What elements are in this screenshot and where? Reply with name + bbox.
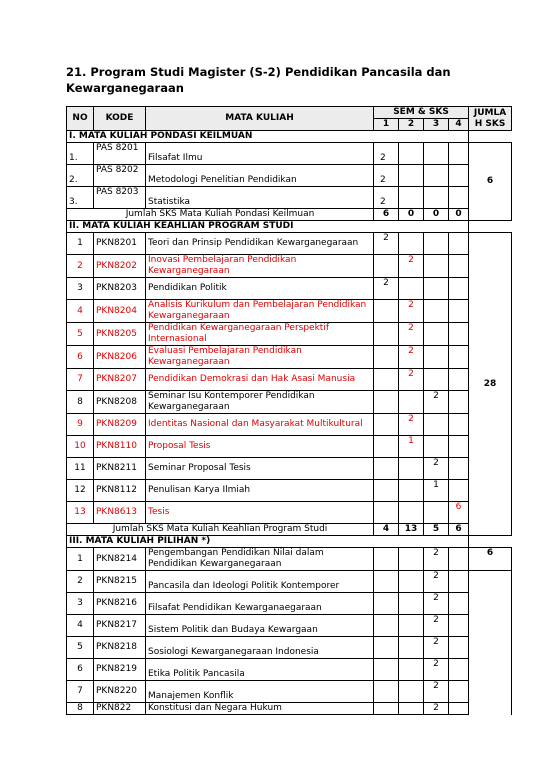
row-number: 3 xyxy=(67,593,94,615)
row-number: 2 xyxy=(67,571,94,593)
sks-s4 xyxy=(449,615,469,637)
row-number: 10 xyxy=(67,436,94,458)
sks-s4 xyxy=(449,255,469,278)
sks-s1: 2 xyxy=(374,278,399,300)
sks-s4 xyxy=(449,369,469,391)
section-heading-row xyxy=(67,536,512,548)
table-row xyxy=(67,703,512,715)
row-number: 1. xyxy=(67,143,94,165)
course-code: PAS 8201 xyxy=(94,143,146,165)
sks-s2: 2 xyxy=(399,323,424,346)
course-code: PKN8209 xyxy=(94,414,146,436)
sum-label: Jumlah SKS Mata Kuliah Keahlian Program Studi xyxy=(67,524,374,536)
sks-s3: 2 xyxy=(424,593,449,615)
sks-s1: 2 xyxy=(374,165,399,187)
sks-s4 xyxy=(449,323,469,346)
sks-s2: 2 xyxy=(399,414,424,436)
table-row xyxy=(67,414,512,436)
sks-s3: 2 xyxy=(424,615,449,637)
course-name: Sistem Politik dan Budaya Kewargaan xyxy=(146,615,374,637)
sks-s3: 2 xyxy=(424,637,449,659)
course-code: PAS 8203 xyxy=(94,187,146,209)
header-no: NO xyxy=(67,107,94,131)
sum-label: Jumlah SKS Mata Kuliah Pondasi Keilmuan xyxy=(67,209,374,221)
header-kode: KODE xyxy=(94,107,146,131)
sks-s1: 2 xyxy=(374,143,399,165)
table-row xyxy=(67,502,512,524)
row-number: 7 xyxy=(67,681,94,703)
course-name: Inovasi Pembelajaran Pendidikan Kewarganegaraan xyxy=(146,255,374,278)
course-code: PKN8205 xyxy=(94,323,146,346)
table-row xyxy=(67,143,512,165)
sum-value-s4: 0 xyxy=(449,209,469,221)
sks-s2 xyxy=(399,391,424,414)
sum-value-s1: 6 xyxy=(374,209,399,221)
sks-s3 xyxy=(424,300,449,323)
sks-s2: 2 xyxy=(399,369,424,391)
course-code: PKN8112 xyxy=(94,480,146,502)
sks-s4 xyxy=(449,346,469,369)
jumlah-sks-empty xyxy=(469,593,512,615)
table-row xyxy=(67,480,512,502)
jumlah-sks-empty xyxy=(469,681,512,703)
table-row xyxy=(67,369,512,391)
course-code: PKN8220 xyxy=(94,681,146,703)
sks-s4 xyxy=(449,659,469,681)
course-code: PKN8219 xyxy=(94,659,146,681)
row-number: 1 xyxy=(67,233,94,255)
course-code: PKN8204 xyxy=(94,300,146,323)
sks-s4 xyxy=(449,391,469,414)
sks-s3: 2 xyxy=(424,681,449,703)
sks-s2 xyxy=(399,502,424,524)
sks-s2: 2 xyxy=(399,300,424,323)
sks-s2: 2 xyxy=(399,346,424,369)
sks-s1 xyxy=(374,414,399,436)
sks-s1 xyxy=(374,681,399,703)
sks-s3 xyxy=(424,143,449,165)
row-number: 8 xyxy=(67,391,94,414)
row-number: 3 xyxy=(67,278,94,300)
table-row xyxy=(67,593,512,615)
course-name: Penulisan Karya Ilmiah xyxy=(146,480,374,502)
jumlah-sks-empty xyxy=(469,659,512,681)
jumlah-sks-total: 6 xyxy=(469,143,512,221)
header-mata-kuliah: MATA KULIAH xyxy=(146,107,374,131)
sks-s2 xyxy=(399,278,424,300)
course-code: PKN8217 xyxy=(94,615,146,637)
sks-s2 xyxy=(399,703,424,715)
sks-s2 xyxy=(399,637,424,659)
sks-s3 xyxy=(424,278,449,300)
sks-s4 xyxy=(449,300,469,323)
sks-s3 xyxy=(424,233,449,255)
table-row xyxy=(67,323,512,346)
table-row xyxy=(67,436,512,458)
sum-value-s3: 5 xyxy=(424,524,449,536)
sks-s1 xyxy=(374,615,399,637)
course-code: PKN8202 xyxy=(94,255,146,278)
sks-s4 xyxy=(449,637,469,659)
course-code: PAS 8202 xyxy=(94,165,146,187)
course-code: PKN8215 xyxy=(94,571,146,593)
sks-s3 xyxy=(424,165,449,187)
table-row xyxy=(67,187,512,209)
sks-s4 xyxy=(449,480,469,502)
sks-s4 xyxy=(449,593,469,615)
sks-s4 xyxy=(449,233,469,255)
course-name: Pengembangan Pendidikan Nilai dalam Pendidikan Kewarganegaraan xyxy=(146,548,374,571)
table-row xyxy=(67,571,512,593)
sks-s1 xyxy=(374,593,399,615)
row-number: 9 xyxy=(67,414,94,436)
course-name: Pendidikan Politik xyxy=(146,278,374,300)
row-number: 6 xyxy=(67,346,94,369)
sks-s3: 2 xyxy=(424,659,449,681)
sks-s1 xyxy=(374,300,399,323)
sks-s1 xyxy=(374,480,399,502)
course-name: Identitas Nasional dan Masyarakat Multikultural xyxy=(146,414,374,436)
sks-s4 xyxy=(449,681,469,703)
sks-s2 xyxy=(399,458,424,480)
table-row xyxy=(67,346,512,369)
section-heading-row xyxy=(67,221,512,233)
course-name: Evaluasi Pembelajaran Pendidikan Kewarganegaraan xyxy=(146,346,374,369)
row-number: 4 xyxy=(67,300,94,323)
header-sem-1: 1 xyxy=(374,119,399,131)
course-name: Proposal Tesis xyxy=(146,436,374,458)
row-number: 11 xyxy=(67,458,94,480)
sum-value-s2: 0 xyxy=(399,209,424,221)
sks-s1 xyxy=(374,703,399,715)
jumlah-sks-empty xyxy=(469,615,512,637)
course-name: Sosiologi Kewarganegaraan Indonesia xyxy=(146,637,374,659)
sks-s4 xyxy=(449,278,469,300)
sks-s2 xyxy=(399,615,424,637)
table-row xyxy=(67,300,512,323)
sks-s3: 2 xyxy=(424,571,449,593)
sks-s1 xyxy=(374,571,399,593)
jumlah-sks-empty xyxy=(469,703,512,715)
row-number: 1 xyxy=(67,548,94,571)
jumlah-sks-total: 6 xyxy=(469,548,512,571)
sks-s3: 2 xyxy=(424,703,449,715)
course-code: PKN8201 xyxy=(94,233,146,255)
course-name: Pancasila dan Ideologi Politik Kontemporer xyxy=(146,571,374,593)
sum-row xyxy=(67,209,512,221)
course-name: Filsafat Pendidikan Kewarganaegaraan xyxy=(146,593,374,615)
row-number: 12 xyxy=(67,480,94,502)
sks-s4: 6 xyxy=(449,502,469,524)
sks-s4 xyxy=(449,571,469,593)
sum-row xyxy=(67,524,512,536)
course-name: Filsafat Ilmu xyxy=(146,143,374,165)
section-heading-row xyxy=(67,131,512,143)
sks-s2 xyxy=(399,233,424,255)
sum-value-s1: 4 xyxy=(374,524,399,536)
row-number: 7 xyxy=(67,369,94,391)
sks-s3 xyxy=(424,369,449,391)
course-code: PKN8208 xyxy=(94,391,146,414)
sks-s2 xyxy=(399,480,424,502)
sks-s3 xyxy=(424,502,449,524)
sks-s2 xyxy=(399,571,424,593)
header-sem-sks: SEM & SKS xyxy=(374,107,469,119)
header-sem-4: 4 xyxy=(449,119,469,131)
sks-s3 xyxy=(424,323,449,346)
row-number: 6 xyxy=(67,659,94,681)
sks-s3 xyxy=(424,436,449,458)
course-code: PKN8218 xyxy=(94,637,146,659)
sks-s4 xyxy=(449,187,469,209)
table-row xyxy=(67,659,512,681)
course-code: PKN8207 xyxy=(94,369,146,391)
jumlah-sks-empty xyxy=(469,571,512,593)
header-sem-3: 3 xyxy=(424,119,449,131)
sks-s1 xyxy=(374,369,399,391)
row-number: 5 xyxy=(67,637,94,659)
row-number: 2. xyxy=(67,165,94,187)
sks-s2: 2 xyxy=(399,255,424,278)
course-name: Teori dan Prinsip Pendidikan Kewarganegaraan xyxy=(146,233,374,255)
sks-s4 xyxy=(449,548,469,571)
curriculum-table xyxy=(66,106,512,715)
header-jumlah-sks: JUMLA H SKS xyxy=(469,107,512,131)
row-number: 3. xyxy=(67,187,94,209)
sks-s2 xyxy=(399,187,424,209)
course-name: Manajemen Konflik xyxy=(146,681,374,703)
sks-s4 xyxy=(449,458,469,480)
table-row xyxy=(67,458,512,480)
course-code: PKN8211 xyxy=(94,458,146,480)
sks-s1 xyxy=(374,391,399,414)
sks-s2 xyxy=(399,659,424,681)
course-name: Statistika xyxy=(146,187,374,209)
sks-s2: 1 xyxy=(399,436,424,458)
sks-s4 xyxy=(449,165,469,187)
row-number: 5 xyxy=(67,323,94,346)
sks-s2 xyxy=(399,681,424,703)
sks-s3: 2 xyxy=(424,458,449,480)
table-row xyxy=(67,615,512,637)
course-name: Analisis Kurikulum dan Pembelajaran Pendidikan Kewarganegaraan xyxy=(146,300,374,323)
sks-s2 xyxy=(399,143,424,165)
table-row xyxy=(67,255,512,278)
sks-s2 xyxy=(399,548,424,571)
sks-s1 xyxy=(374,436,399,458)
jumlah-sks-empty xyxy=(469,637,512,659)
sks-s2 xyxy=(399,165,424,187)
sum-value-s3: 0 xyxy=(424,209,449,221)
section-heading: II. MATA KULIAH KEAHLIAN PROGRAM STUDI xyxy=(67,221,469,233)
sks-s1 xyxy=(374,502,399,524)
course-name: Etika Politik Pancasila xyxy=(146,659,374,681)
sks-s1 xyxy=(374,323,399,346)
course-name: Pendidikan Kewarganegaraan Perspektif Internasional xyxy=(146,323,374,346)
row-number: 13 xyxy=(67,502,94,524)
course-name: Metodologi Penelitian Pendidikan xyxy=(146,165,374,187)
sks-s4 xyxy=(449,436,469,458)
sks-s3 xyxy=(424,346,449,369)
course-code: PKN8110 xyxy=(94,436,146,458)
sks-s3: 1 xyxy=(424,480,449,502)
sks-s2 xyxy=(399,593,424,615)
table-row xyxy=(67,391,512,414)
table-row xyxy=(67,165,512,187)
sks-s3 xyxy=(424,414,449,436)
sks-s3 xyxy=(424,187,449,209)
course-code: PKN8216 xyxy=(94,593,146,615)
sks-s3: 2 xyxy=(424,548,449,571)
page-title: 21. Program Studi Magister (S-2) Pendidikan Pancasila dan Kewarganegaraan xyxy=(66,65,451,95)
sks-s1: 2 xyxy=(374,233,399,255)
section-heading: III. MATA KULIAH PILIHAN *) xyxy=(67,536,469,548)
sks-s1 xyxy=(374,458,399,480)
course-name: Seminar Proposal Tesis xyxy=(146,458,374,480)
table-row xyxy=(67,637,512,659)
row-number: 8 xyxy=(67,703,94,715)
jumlah-sks-total: 28 xyxy=(469,233,512,536)
sum-value-s4: 6 xyxy=(449,524,469,536)
sks-s3: 2 xyxy=(424,391,449,414)
row-number: 2 xyxy=(67,255,94,278)
sks-s1 xyxy=(374,637,399,659)
course-code: PKN8206 xyxy=(94,346,146,369)
sks-s4 xyxy=(449,143,469,165)
course-code: PKN8613 xyxy=(94,502,146,524)
sks-s3 xyxy=(424,255,449,278)
sks-s4 xyxy=(449,414,469,436)
course-name: Konstitusi dan Negara Hukum xyxy=(146,703,374,715)
sks-s1 xyxy=(374,548,399,571)
sks-s1 xyxy=(374,346,399,369)
course-code: PKN8214 xyxy=(94,548,146,571)
sum-value-s2: 13 xyxy=(399,524,424,536)
course-code: PKN822 xyxy=(94,703,146,715)
course-name: Tesis xyxy=(146,502,374,524)
table-row xyxy=(67,233,512,255)
table-body xyxy=(67,131,512,715)
table-row xyxy=(67,278,512,300)
sks-s1: 2 xyxy=(374,187,399,209)
header-sem-2: 2 xyxy=(399,119,424,131)
section-heading: I. MATA KULIAH PONDASI KEILMUAN xyxy=(67,131,469,143)
sks-s1 xyxy=(374,255,399,278)
course-name: Seminar Isu Kontemporer Pendidikan Kewarganegaraan xyxy=(146,391,374,414)
sks-s1 xyxy=(374,659,399,681)
course-code: PKN8203 xyxy=(94,278,146,300)
row-number: 4 xyxy=(67,615,94,637)
table-row xyxy=(67,681,512,703)
course-name: Pendidikan Demokrasi dan Hak Asasi Manusia xyxy=(146,369,374,391)
table-row xyxy=(67,548,512,571)
sks-s4 xyxy=(449,703,469,715)
